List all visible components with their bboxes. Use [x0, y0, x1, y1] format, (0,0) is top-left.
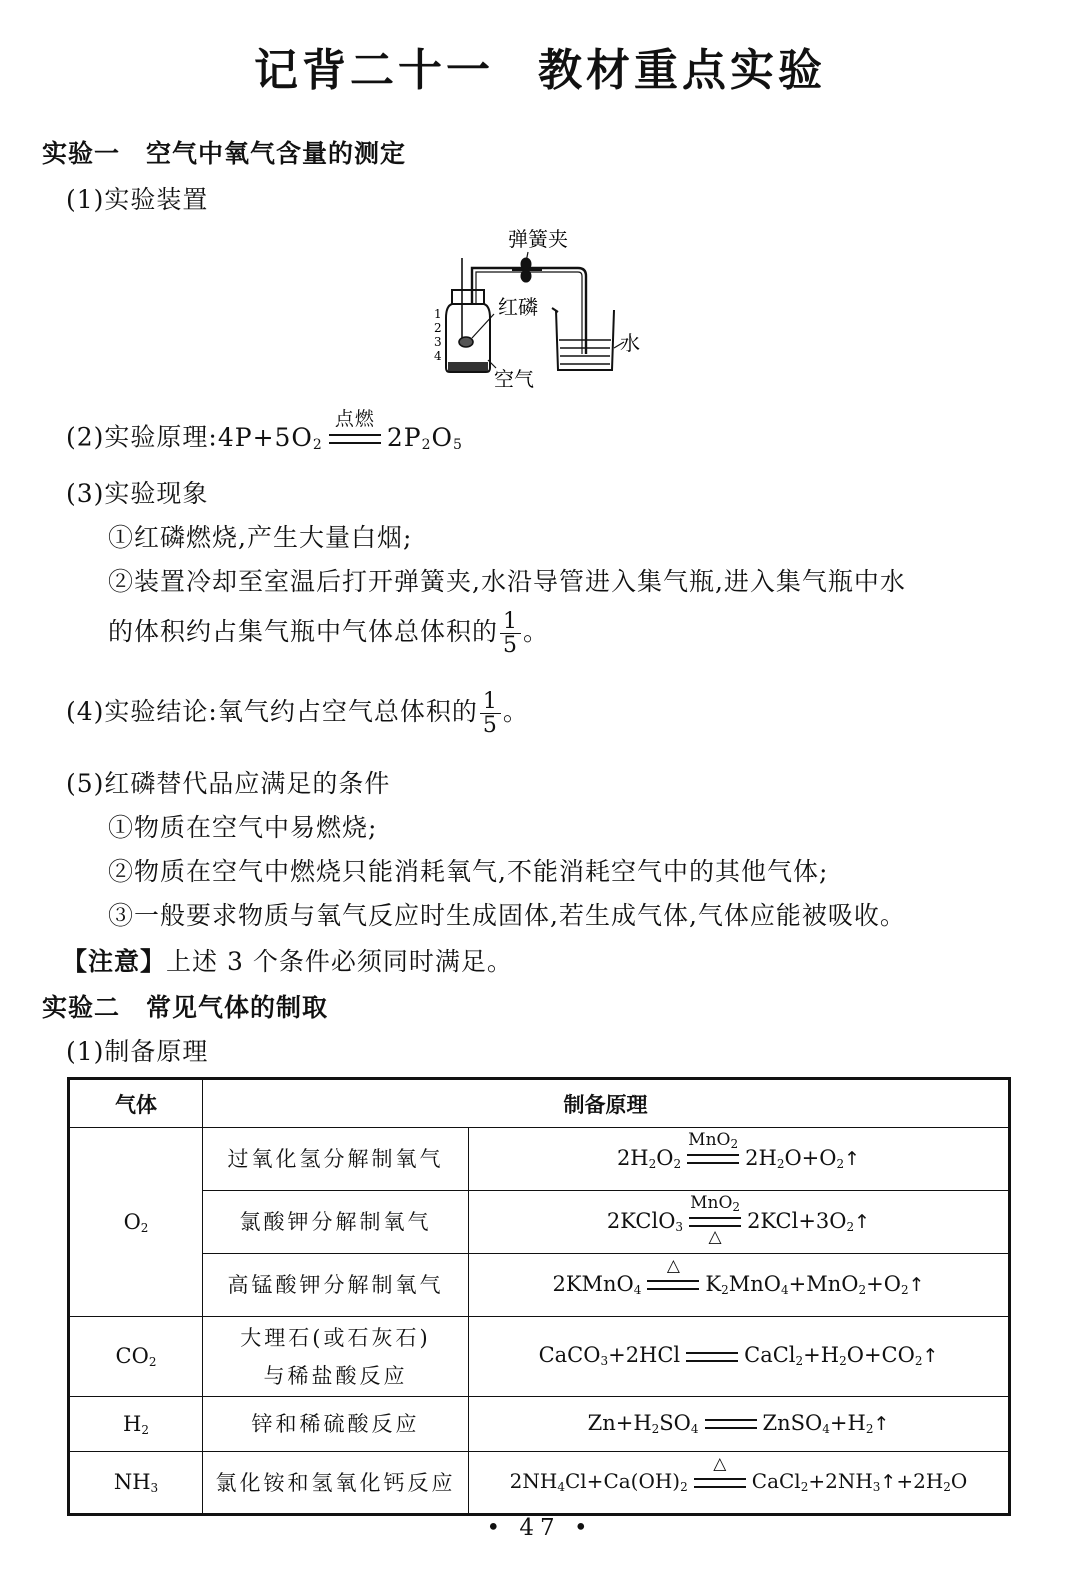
formula-subscript: 5 [453, 436, 463, 453]
method-line: 过氧化氢分解制氧气 [227, 1147, 444, 1171]
formula-text: 2KMnO [552, 1271, 634, 1296]
conclusion-end: 。 [502, 697, 529, 727]
principle-equation [218, 410, 463, 468]
gas-cell-o2 [69, 1128, 203, 1317]
gas-cell-nh3 [69, 1452, 203, 1515]
page-title [0, 34, 1080, 98]
gas-arrow-icon: ↑ [844, 1147, 861, 1170]
mark-4: 4 [434, 349, 442, 363]
reaction-condition [686, 1330, 738, 1384]
equals-sign [647, 1280, 699, 1290]
equation-products [763, 1411, 890, 1435]
title-part2: 教材重点实验 [538, 45, 826, 96]
formula-subscript: 4 [690, 1421, 699, 1436]
formula-subscript: 2 [148, 1355, 157, 1369]
formula-text: MnO [688, 1130, 731, 1150]
condition-top [647, 1258, 699, 1278]
equation-reactants [218, 423, 323, 452]
formula-subscript: 3 [675, 1219, 684, 1234]
exp1-section-phenomena: (3)实验现象 [66, 479, 209, 508]
condition-top [687, 1132, 739, 1152]
exp1-heading-title: 空气中氧气含量的测定 [146, 139, 407, 168]
equation-products [705, 1272, 924, 1296]
label-spring-clamp: 弹簧夹 [508, 227, 568, 251]
equation-reactants [510, 1469, 688, 1493]
condition-bottom: △ [708, 1227, 722, 1247]
fraction-one-fifth [500, 610, 521, 657]
formula-text: NH [113, 1470, 151, 1494]
exp1-section-substitute: (5)红磷替代品应满足的条件 [66, 769, 391, 798]
method-cell [203, 1317, 469, 1397]
equals-sign [329, 434, 381, 444]
formula-subscript: 2 [673, 1156, 682, 1171]
formula-text: 2KCl+3O [747, 1208, 847, 1233]
formula-text: 2P [386, 422, 422, 452]
phenomenon-1: ①红磷燃烧,产生大量白烟; [108, 523, 413, 552]
condition-bottom [694, 1490, 746, 1510]
mark-3: 3 [434, 335, 442, 349]
method-cell [203, 1452, 469, 1515]
formula-text: 2KClO [606, 1208, 676, 1233]
formula-text: +2NH [808, 1469, 873, 1493]
formula-subscript: 2 [140, 1220, 149, 1235]
fraction-denominator: 5 [482, 713, 498, 739]
method-cell [203, 1254, 469, 1317]
formula-text: O [950, 1469, 968, 1493]
reaction-condition [647, 1258, 699, 1312]
reaction-condition [329, 410, 381, 468]
fraction-denominator: 5 [503, 633, 519, 659]
equals-sign [705, 1419, 757, 1429]
exp2-heading [42, 988, 328, 1024]
preparation-table [67, 1077, 1011, 1516]
formula-subscript: 2 [648, 1156, 657, 1171]
formula-subscript: 2 [732, 1200, 741, 1214]
method-line: 氯化铵和氢氧化钙反应 [215, 1470, 456, 1495]
header-gas: 气体 [69, 1079, 203, 1128]
condition-bottom [647, 1292, 699, 1312]
exp1-conclusion [66, 690, 529, 737]
equation-products [752, 1469, 968, 1493]
exp1-heading [42, 134, 406, 170]
condition-bottom [705, 1431, 757, 1451]
equation-products [387, 423, 463, 452]
formula-subscript: 2 [776, 1156, 785, 1171]
fraction-one-fifth-conclusion [480, 690, 501, 737]
gas-arrow-icon: ↑ [922, 1345, 939, 1367]
equation-reactants [539, 1343, 681, 1367]
condition-2: ②物质在空气中燃烧只能消耗氧气,不能消耗空气中的其他气体; [108, 857, 829, 886]
exp2-heading-title: 常见气体的制取 [146, 993, 329, 1022]
formula-subscript: 4 [557, 1480, 565, 1494]
equation-cell [469, 1254, 1010, 1317]
equation-cell [469, 1191, 1010, 1254]
formula-text: △ [666, 1256, 680, 1276]
formula-text: △ [713, 1453, 727, 1474]
formula-subscript: 2 [800, 1480, 809, 1494]
method-line: 与稀盐酸反应 [263, 1363, 408, 1388]
formula-subscript: 2 [914, 1354, 923, 1368]
gas-cell-h2 [69, 1397, 203, 1452]
page-number: • 47 • [486, 1515, 594, 1541]
conclusion-text: (4)实验结论:氧气约占空气总体积的 [66, 697, 478, 727]
formula-text: MnO [728, 1271, 782, 1296]
equation-cell [469, 1128, 1010, 1191]
beaker [552, 308, 614, 370]
equation-reactants [552, 1272, 641, 1296]
formula-text: MnO [690, 1193, 733, 1213]
formula-text: +2HCl [608, 1343, 681, 1367]
equation-reactants [607, 1209, 683, 1233]
condition-bottom [329, 446, 381, 468]
method-line: 大理石(或石灰石) [240, 1325, 431, 1350]
reaction-condition [694, 1453, 746, 1510]
method-cell [203, 1397, 469, 1452]
formula-subscript: 2 [943, 1480, 951, 1494]
table-row [69, 1397, 1010, 1452]
principle-label: (2)实验原理: [66, 422, 218, 452]
formula-subscript: 2 [795, 1354, 804, 1368]
mark-2: 2 [434, 321, 442, 335]
gas-cell-co2 [69, 1317, 203, 1397]
exp2-section-principle: (1)制备原理 [66, 1037, 209, 1066]
method-cell [203, 1128, 469, 1191]
label-water: 水 [620, 331, 640, 355]
formula-text: SO [659, 1410, 691, 1435]
formula-subscript: 2 [858, 1282, 867, 1297]
phenomenon-2b [108, 610, 549, 657]
formula-subscript: 2 [141, 1422, 149, 1437]
equation-cell [469, 1317, 1010, 1397]
fraction-numerator: 1 [480, 690, 501, 714]
formula-subscript: 2 [846, 1219, 855, 1234]
formula-text: O+O [784, 1145, 837, 1170]
condition-top: 点燃 [334, 408, 375, 430]
table-row [69, 1317, 1010, 1397]
note-text: 上述 3 个条件必须同时满足。 [166, 947, 513, 976]
formula-text: O+CO [846, 1343, 915, 1367]
formula-subscript: 2 [651, 1421, 660, 1436]
formula-text: 4P+5O [217, 422, 313, 452]
exp2-heading-label: 实验二 [42, 993, 121, 1022]
condition-1: ①物质在空气中易燃烧; [108, 813, 378, 842]
formula-text: Cl+Ca(OH) [564, 1469, 681, 1493]
exp1-heading-label: 实验一 [42, 139, 121, 168]
formula-subscript: 2 [312, 436, 323, 453]
method-line: 高锰酸钾分解制氧气 [227, 1273, 444, 1297]
mark-1: 1 [434, 307, 442, 321]
phenomenon-2a: ②装置冷却至室温后打开弹簧夹,水沿导管进入集气瓶,进入集气瓶中水 [108, 567, 906, 596]
formula-text: +2H [896, 1469, 944, 1493]
formula-subscript: 2 [900, 1282, 909, 1297]
formula-subscript: 2 [680, 1480, 688, 1494]
formula-subscript: 2 [721, 1282, 729, 1297]
equals-sign [689, 1217, 741, 1227]
reaction-condition [705, 1397, 757, 1451]
gas-arrow-icon: ↑ [908, 1273, 925, 1296]
gas-arrow-icon: ↑ [854, 1210, 871, 1233]
method-line: 锌和稀硫酸反应 [251, 1412, 420, 1436]
note-label: 【注意】 [62, 947, 167, 976]
table-row [69, 1191, 1010, 1254]
formula-text: Zn+H [587, 1410, 652, 1435]
condition-top [694, 1453, 746, 1476]
condition-top [686, 1330, 738, 1350]
equals-sign [687, 1154, 739, 1164]
phenomenon-2b-end: 。 [523, 617, 550, 647]
formula-subscript: 2 [730, 1137, 739, 1151]
formula-subscript: 3 [150, 1481, 159, 1495]
method-line: 氯酸钾分解制氧气 [239, 1210, 432, 1234]
formula-subscript: 3 [872, 1480, 881, 1494]
equation-products [744, 1343, 938, 1367]
bottle-water [448, 362, 488, 371]
header-principle: 制备原理 [203, 1079, 1010, 1128]
formula-text: H [123, 1411, 142, 1436]
equation-products [745, 1146, 860, 1170]
exp1-principle-line [66, 410, 463, 468]
table-row [69, 1452, 1010, 1515]
formula-subscript: 2 [421, 436, 432, 453]
equation-reactants [617, 1146, 681, 1170]
equals-sign [686, 1352, 738, 1362]
formula-subscript: 4 [781, 1282, 789, 1297]
formula-subscript: 4 [633, 1282, 642, 1297]
reaction-condition [689, 1195, 741, 1249]
formula-text: 2H [745, 1145, 777, 1170]
equation-products [747, 1209, 870, 1233]
spring-clamp [512, 258, 542, 282]
equals-sign [694, 1478, 746, 1488]
condition-bottom [686, 1364, 738, 1384]
condition-top [705, 1397, 757, 1417]
formula-text: O [431, 422, 453, 452]
condition-bottom [687, 1166, 739, 1186]
formula-text: +O [866, 1271, 901, 1296]
label-air: 空气 [494, 367, 534, 391]
table-row [69, 1128, 1010, 1191]
formula-subscript: 2 [839, 1354, 847, 1368]
formula-text: 2NH [509, 1469, 558, 1493]
formula-text: CaCl [744, 1343, 796, 1367]
gas-arrow-icon: ↑ [873, 1412, 890, 1435]
title-part1: 记背二十一 [254, 45, 494, 96]
equation-cell [469, 1397, 1010, 1452]
table-row [69, 1254, 1010, 1317]
formula-subscript: 3 [600, 1354, 609, 1368]
formula-subscript: 2 [865, 1421, 874, 1436]
formula-text: K [705, 1271, 722, 1296]
formula-text: CaCO [538, 1343, 601, 1367]
formula-text: CaCl [751, 1469, 801, 1493]
fraction-numerator: 1 [500, 610, 521, 634]
formula-subscript: 2 [836, 1156, 845, 1171]
condition-top [689, 1195, 741, 1215]
gas-arrow-icon: ↑ [880, 1471, 897, 1493]
condition-3: ③一般要求物质与氧气反应时生成固体,若生成气体,气体应能被吸收。 [108, 901, 906, 930]
formula-text: +H [803, 1343, 840, 1367]
formula-text: 2H [616, 1145, 649, 1170]
exp1-section-apparatus: (1)实验装置 [66, 185, 209, 214]
equation-cell [469, 1452, 1010, 1515]
formula-text: O [123, 1209, 141, 1234]
bottle-outline [446, 290, 490, 372]
formula-text: O [656, 1145, 674, 1170]
equation-reactants [588, 1411, 699, 1435]
formula-subscript: 4 [822, 1421, 830, 1436]
formula-text: CO [115, 1344, 149, 1368]
phenomenon-2b-text: 的体积约占集气瓶中气体总体积的 [108, 617, 499, 647]
reaction-condition [687, 1132, 739, 1186]
formula-text: +MnO [788, 1271, 859, 1296]
label-phosphorus: 红磷 [498, 295, 538, 319]
formula-text: +H [829, 1410, 866, 1435]
method-cell [203, 1191, 469, 1254]
apparatus-diagram [428, 222, 650, 402]
note-line [62, 942, 513, 978]
formula-text: ZnSO [762, 1410, 823, 1435]
